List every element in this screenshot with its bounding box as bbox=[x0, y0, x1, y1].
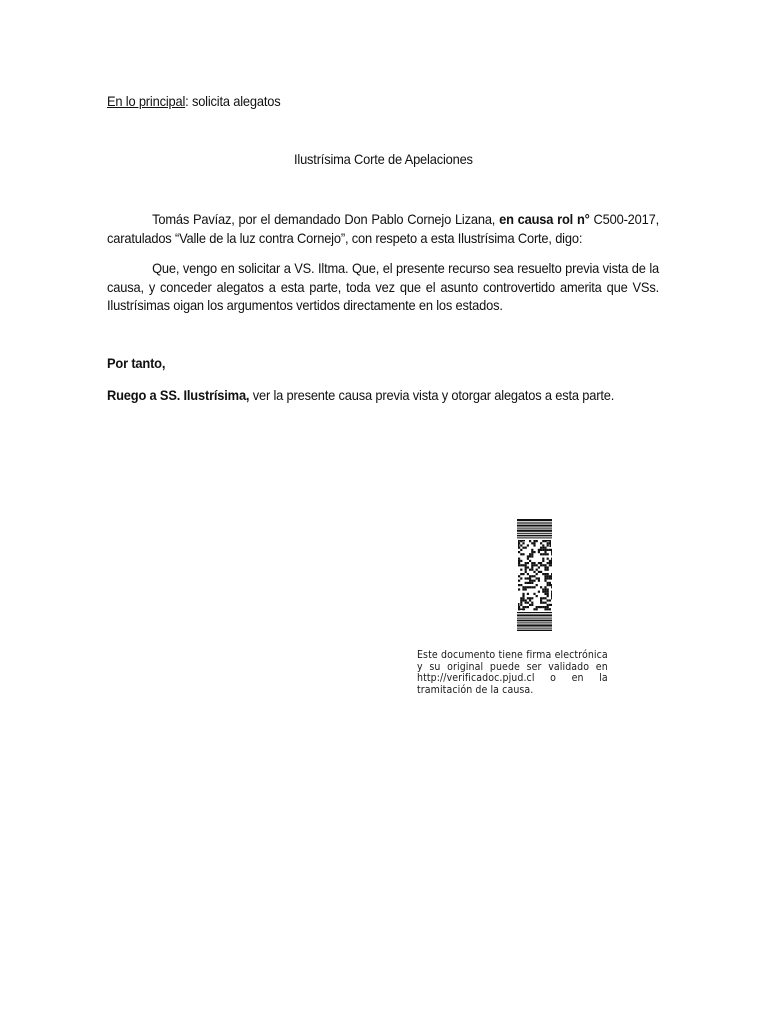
addressee: Ilustrísima Corte de Apelaciones bbox=[294, 151, 473, 167]
summary-text: : solicita alegatos bbox=[185, 93, 281, 109]
verification-line-4: tramitación de la causa. bbox=[417, 683, 534, 696]
electronic-signature-barcode bbox=[517, 519, 552, 631]
petition-bold: Ruego a SS. Ilustrísima, bbox=[107, 387, 250, 403]
summary-line bbox=[107, 92, 280, 111]
verification-line-1: Este documento tiene firma electrónica bbox=[417, 649, 608, 661]
por-tanto: Por tanto, bbox=[107, 355, 166, 371]
verification-line-2: y su original puede ser validado en bbox=[417, 660, 608, 673]
body-paragraph bbox=[107, 259, 659, 315]
petition-line bbox=[107, 386, 614, 405]
petition-text: ver la presente causa previa vista y otorgar alegatos a esta parte. bbox=[249, 387, 615, 403]
intro-case-label: en causa rol n° bbox=[499, 211, 590, 227]
intro-text-2: C500-2017, caratulados “Valle de la luz contra Cornejo”, con respeto a esta Ilustrísima Corte, digo: bbox=[107, 211, 659, 246]
verification-notice bbox=[417, 650, 608, 696]
verification-line-3: http://verificadoc.pjud.cl o en la bbox=[417, 672, 608, 684]
body-paragraph-text: Que, vengo en solicitar a VS. Iltma. Que, el presente recurso sea resuelto previa vista de la causa, y conceder alegatos a esta parte, toda vez que el asunto controvertido amerita que VSs. Ilustrísimas oigan los argumentos vertidos directamente en los estados. bbox=[107, 260, 659, 313]
intro-paragraph bbox=[107, 210, 659, 247]
intro-text-1: Tomás Pavíaz, por el demandado Don Pablo Cornejo Lizana, bbox=[152, 211, 500, 227]
summary-label: En lo principal bbox=[107, 93, 186, 109]
